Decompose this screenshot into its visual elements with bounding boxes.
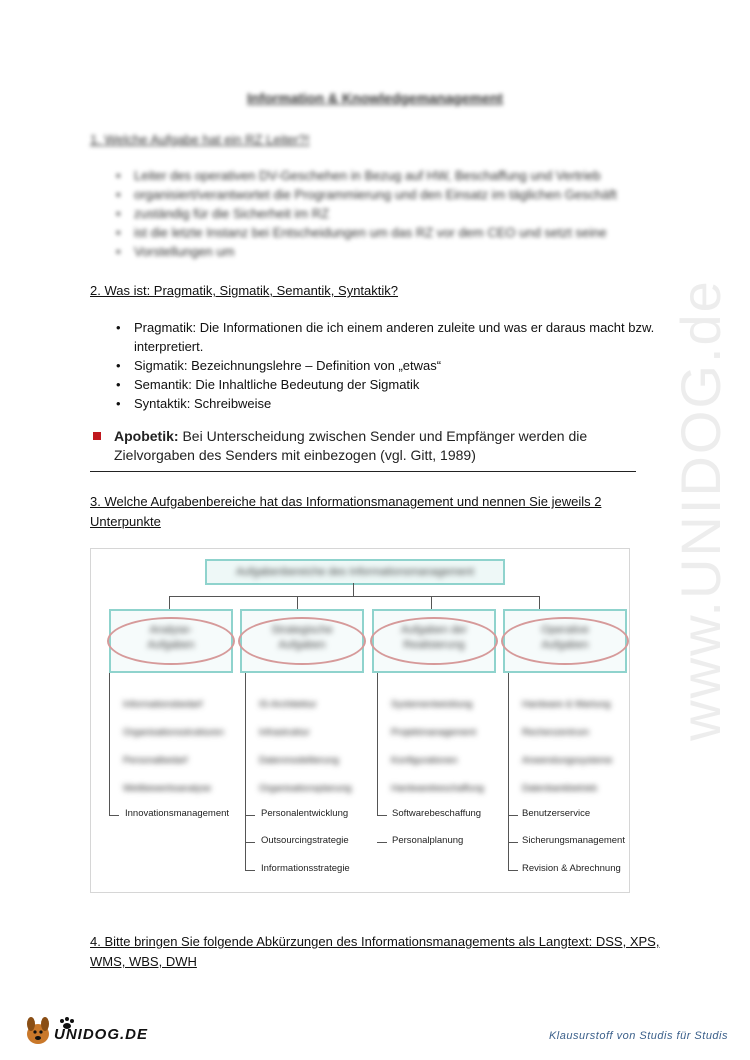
question-1-title: 1. Welche Aufgabe hat ein RZ Leiter?! xyxy=(90,132,310,147)
logo-text: UNIDOG.DE xyxy=(54,1026,149,1043)
diagram-item: Informationsstrategie xyxy=(261,863,350,874)
list-item: • Pragmatik: Die Informationen die ich einem anderen zuleite und was er daraus macht bzw. interpretiert. xyxy=(110,318,670,356)
tree-line xyxy=(377,673,378,815)
diagram-item: Informationsbedarf xyxy=(123,699,203,710)
list-item: • Semantik: Die Inhaltliche Bedeutung der Sigmatik xyxy=(110,375,670,394)
connector-line xyxy=(539,596,540,609)
column-label: Strategische Aufgaben xyxy=(271,624,333,651)
connector-line xyxy=(169,596,170,609)
connector-line xyxy=(353,583,354,597)
diagram-top-label: Aufgabenbereiche des Informationsmanagement xyxy=(236,566,474,578)
question-2-title: 2. Was ist: Pragmatik, Sigmatik, Semantik, Syntaktik? xyxy=(90,283,399,298)
watermark: www.UNIDOG.de xyxy=(668,279,732,741)
diagram-item: Anwendungssysteme xyxy=(522,755,613,766)
footer-tagline: Klausurstoff von Studis für Studis xyxy=(548,1030,728,1042)
connector-line xyxy=(169,596,539,597)
diagram-item: Rechenzentrum xyxy=(522,727,590,738)
diagram-item: Sicherungsmanagement xyxy=(522,835,625,846)
unidog-logo xyxy=(22,1014,162,1048)
diagram-item: Outsourcingstrategie xyxy=(261,835,349,846)
diagram-item: Benutzerservice xyxy=(522,808,591,819)
tree-line xyxy=(508,815,518,816)
column-label: Aufgaben der Realisierung xyxy=(400,624,468,651)
list-item: • Sigmatik: Bezeichnungslehre – Definition von „etwas“ xyxy=(110,356,670,375)
tree-line xyxy=(377,815,387,816)
diagram-item: Infrastruktur xyxy=(259,727,310,738)
diagram-top-box xyxy=(205,559,505,585)
connector-line xyxy=(431,596,432,609)
connector-line xyxy=(297,596,298,609)
tree-line xyxy=(508,842,518,843)
question-1-list xyxy=(110,166,670,261)
tree-line xyxy=(109,815,119,816)
task-areas-diagram xyxy=(90,548,630,893)
diagram-item: Innovationsmanagement xyxy=(125,808,230,819)
diagram-item: Hardwarebeschaffung xyxy=(391,783,484,794)
diagram-item: Datenbankbetrieb xyxy=(522,783,597,794)
apobetik-box xyxy=(90,425,636,472)
diagram-item: Datenmodellierung xyxy=(259,755,339,766)
diagram-column-strategic xyxy=(240,609,364,673)
diagram-item: Hardware & Wartung xyxy=(522,699,611,710)
question-3-title: 3. Welche Aufgabenbereiche hat das Informationsmanagement und nennen Sie jeweils 2 Unterpunkte xyxy=(90,494,602,529)
diagram-item: Konfigurationen xyxy=(391,755,458,766)
list-item: • Leiter des operativen DV-Geschehen in Bezug auf HW, Beschaffung und Vertrieb xyxy=(110,166,670,185)
page-title: Information & Knowledgemanagement xyxy=(247,90,503,106)
diagram-item: Organisationsplanung xyxy=(259,783,352,794)
list-item: • Syntaktik: Schreibweise xyxy=(110,394,670,413)
list-item: • zuständig für die Sicherheit im RZ xyxy=(110,204,670,223)
diagram-column-operative xyxy=(503,609,627,673)
tree-line xyxy=(377,842,387,843)
diagram-item: Personalbedarf xyxy=(123,755,188,766)
list-item: • Vorstellungen um xyxy=(110,242,670,261)
list-item: • ist die letzte Instanz bei Entscheidungen um das RZ vor dem CEO und setzt seine xyxy=(110,223,670,242)
tree-line xyxy=(109,673,110,815)
tree-line xyxy=(245,870,255,871)
diagram-item: Personalplanung xyxy=(392,835,464,846)
tree-line xyxy=(245,815,255,816)
tree-line xyxy=(245,842,255,843)
diagram-column-analysis xyxy=(109,609,233,673)
column-label: Operative Aufgaben xyxy=(541,624,589,651)
diagram-item: Systementwicklung xyxy=(391,699,473,710)
diagram-item: Softwarebeschaffung xyxy=(392,808,482,819)
diagram-item: IS-Architektur xyxy=(259,699,317,710)
apobetik-text: Apobetik: Bei Unterscheidung zwischen Sender und Empfänger werden die Zielvorgaben des Senders mit einbezogen (vgl. Gitt, 1989) xyxy=(114,428,588,463)
question-2-list xyxy=(110,318,670,413)
list-item: • organisiert/verantwortet die Programmierung und den Einsatz im täglichen Geschäft xyxy=(110,185,670,204)
question-4-title: 4. Bitte bringen Sie folgende Abkürzungen des Informationsmanagements als Langtext: DSS, XPS, WMS, WBS, DWH xyxy=(90,934,660,969)
diagram-column-realisation xyxy=(372,609,496,673)
column-label: Analyse- Aufgaben xyxy=(147,624,195,651)
square-bullet-icon xyxy=(93,432,101,440)
diagram-item: Organisationsstrukturen xyxy=(123,727,224,738)
diagram-item: Revision & Abrechnung xyxy=(522,863,621,874)
tree-line xyxy=(508,870,518,871)
diagram-item: Personalentwicklung xyxy=(261,808,349,819)
diagram-item: Projektmanagement xyxy=(391,727,477,738)
diagram-item: Wettbewerbsanalyse xyxy=(123,783,212,794)
